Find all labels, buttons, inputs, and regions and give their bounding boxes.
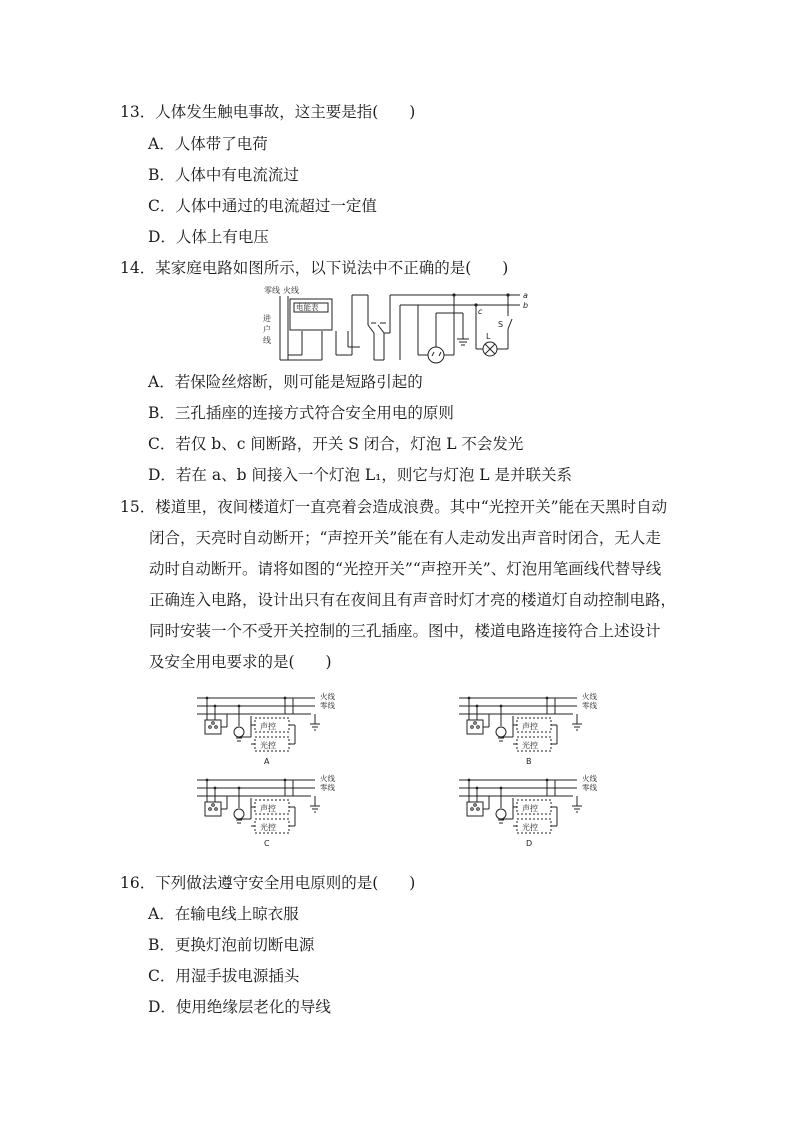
label-s: S [498,320,504,329]
label-b: b [523,301,529,310]
q14-option-d: D．若在 a、b 间接入一个灯泡 L₁，则它与灯泡 L 是并联关系 [148,466,573,484]
label-l: L [486,332,491,341]
panel-fire-label: 火线 [320,774,335,783]
label-a: a [523,291,528,300]
panel-light-switch-label: 光控 [522,741,538,750]
panel-fire-label: 火线 [582,774,597,783]
q15-line-4: 正确连入电路，设计出只有在夜间且有声音时灯才亮的楼道灯自动控制电路， [149,591,677,609]
q15-line-1: 15．楼道里，夜间楼道灯一直亮着会造成浪费。其中“光控开关”能在天黑时自动 [120,498,668,516]
q15-line-5: 同时安装一个不受开关控制的三孔插座。图中，楼道电路连接符合上述设计 [149,622,661,640]
q13-option-d: D．人体上有电压 [148,228,269,246]
panel-sound-switch-label: 声控 [260,804,276,813]
q13-option-b: B．人体中有电流流过 [148,166,299,184]
q13-option-c: C．人体中通过的电流超过一定值 [148,197,377,215]
panel-zero-label: 零线 [582,783,597,792]
label-zero-line: 零线 [264,286,280,295]
panel-option-label: B [526,757,532,766]
panel-zero-label: 零线 [320,701,335,710]
circuit-panel-d [455,772,605,850]
panel-zero-label: 零线 [582,701,597,710]
label-entry-2: 户 [263,325,271,334]
panel-option-label: A [264,757,270,766]
label-meter: 电能表 [296,303,319,312]
panel-sound-switch-label: 声控 [522,804,538,813]
panel-light-switch-label: 光控 [522,823,538,832]
panel-sound-switch-label: 声控 [260,722,276,731]
circuit-panel-c [193,772,343,850]
label-c: c [478,307,483,316]
q16-option-d: D．使用绝缘层老化的导线 [148,998,331,1016]
circuit-panel-b [455,690,605,768]
panel-light-switch-label: 光控 [260,741,276,750]
panel-light-switch-label: 光控 [260,823,276,832]
q16-option-b: B．更换灯泡前切断电源 [148,936,315,954]
panel-fire-label: 火线 [320,692,335,701]
label-entry-3: 线 [263,336,271,345]
q15-line-3: 动时自动断开。请将如图的“光控开关”“声控开关”、灯泡用笔画线代替导线 [149,560,662,578]
q16-option-c: C．用湿手拔电源插头 [148,967,300,985]
panel-option-label: C [264,839,270,848]
q16-option-a: A．在输电线上晾衣服 [148,905,299,923]
circuit-panel-a [193,690,343,768]
q14-option-c: C．若仅 b、c 间断路，开关 S 闭合，灯泡 L 不会发光 [148,435,524,453]
q13-option-a: A．人体带了电荷 [148,135,268,153]
q15-line-2: 闭合，天亮时自动断开；“声控开关”能在有人走动发出声音时闭合，无人走 [149,529,661,547]
q15-line-6: 及安全用电要求的是( ) [149,653,332,671]
panel-option-label: D [526,839,533,848]
label-fire-line: 火线 [283,286,299,295]
q16-stem: 16．下列做法遵守安全用电原则的是( ) [120,874,416,892]
q14-option-b: B．三孔插座的连接方式符合安全用电的原则 [148,404,454,422]
q13-stem: 13．人体发生触电事故，这主要是指( ) [120,103,416,121]
label-entry-1: 进 [263,314,271,323]
household-circuit-diagram [258,283,533,365]
panel-sound-switch-label: 声控 [522,722,538,731]
panel-fire-label: 火线 [582,692,597,701]
panel-zero-label: 零线 [320,783,335,792]
q14-stem: 14．某家庭电路如图所示，以下说法中不正确的是( ) [120,259,509,277]
q14-option-a: A．若保险丝熔断，则可能是短路引起的 [148,373,423,391]
